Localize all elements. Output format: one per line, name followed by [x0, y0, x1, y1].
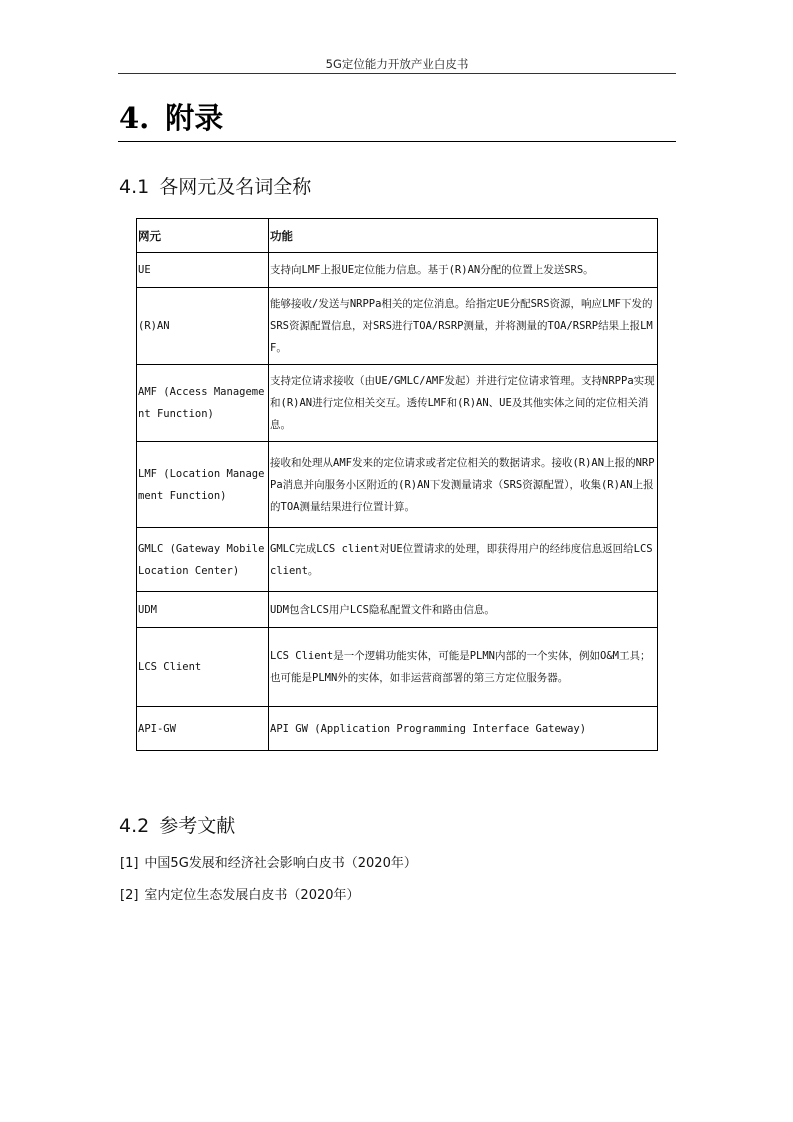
table-header-row: [137, 219, 658, 253]
table-row: [137, 253, 658, 288]
table-cell-element: LMF (Location Management Function): [137, 442, 269, 528]
table-cell-function: 接收和处理从AMF发来的定位请求或者定位相关的数据请求。接收(R)AN上报的NRPPa消息并向服务小区附近的(R)AN下发测量请求（SRS资源配置），收集(R)AN上报的TOA测量结果进行位置计算。: [269, 442, 658, 528]
chapter-title-text: 附录: [165, 101, 224, 135]
reference-number: [2]: [120, 888, 139, 903]
table-row: [137, 442, 658, 528]
table-cell-function: 支持向LMF上报UE定位能力信息。基于(R)AN分配的位置上发送SRS。: [269, 253, 658, 288]
table-cell-element: UE: [137, 253, 269, 288]
table-cell-element: AMF (Access Management Function): [137, 365, 269, 442]
reference-text: 中国5G发展和经济社会影响白皮书（2020年）: [144, 856, 417, 871]
table-header-function: 功能: [269, 219, 658, 253]
table-row: [137, 707, 658, 751]
chapter-number: 4.: [119, 101, 150, 135]
table-cell-function: GMLC完成LCS client对UE位置请求的处理，即获得用户的经纬度信息返回给LCS client。: [269, 528, 658, 592]
chapter-rule: [118, 141, 676, 142]
glossary-table: [136, 218, 658, 751]
header-rule: [118, 73, 676, 74]
table-cell-function: 能够接收/发送与NRPPa相关的定位消息。给指定UE分配SRS资源，响应LMF下发的SRS资源配置信息，对SRS进行TOA/RSRP测量，并将测量的TOA/RSRP结果上报LMF。: [269, 288, 658, 365]
table-cell-function: API GW (Application Programming Interface Gateway): [269, 707, 658, 751]
table-row: [137, 365, 658, 442]
reference-text: 室内定位生态发展白皮书（2020年）: [144, 888, 360, 903]
table-row: [137, 288, 658, 365]
table-cell-function: 支持定位请求接收（由UE/GMLC/AMF发起）并进行定位请求管理。支持NRPPa实现和(R)AN进行定位相关交互。透传LMF和(R)AN、UE及其他实体之间的定位相关消息。: [269, 365, 658, 442]
reference-list: [120, 856, 417, 920]
section-number: 4.1: [119, 176, 150, 198]
section-title-terms: [119, 174, 311, 200]
table-cell-element: GMLC (Gateway Mobile Location Center): [137, 528, 269, 592]
table-cell-element: LCS Client: [137, 628, 269, 707]
table-cell-function: LCS Client是一个逻辑功能实体，可能是PLMN内部的一个实体，例如O&M工具；也可能是PLMN外的实体，如非运营商部署的第三方定位服务器。: [269, 628, 658, 707]
section-number: 4.2: [119, 815, 150, 837]
table-row: [137, 628, 658, 707]
table-cell-function: UDM包含LCS用户LCS隐私配置文件和路由信息。: [269, 592, 658, 628]
reference-item: [120, 856, 417, 872]
section-title-text: 各网元及名词全称: [159, 176, 312, 198]
section-title-references: [119, 813, 235, 839]
reference-number: [1]: [120, 856, 139, 871]
table-row: [137, 592, 658, 628]
table-cell-element: UDM: [137, 592, 269, 628]
table-header-element: 网元: [137, 219, 269, 253]
table-cell-element: (R)AN: [137, 288, 269, 365]
table-cell-element: API-GW: [137, 707, 269, 751]
table-row: [137, 528, 658, 592]
running-header: 5G定位能力开放产业白皮书: [325, 57, 469, 71]
reference-item: [120, 888, 417, 904]
chapter-title: [119, 98, 223, 138]
section-title-text: 参考文献: [159, 815, 236, 837]
